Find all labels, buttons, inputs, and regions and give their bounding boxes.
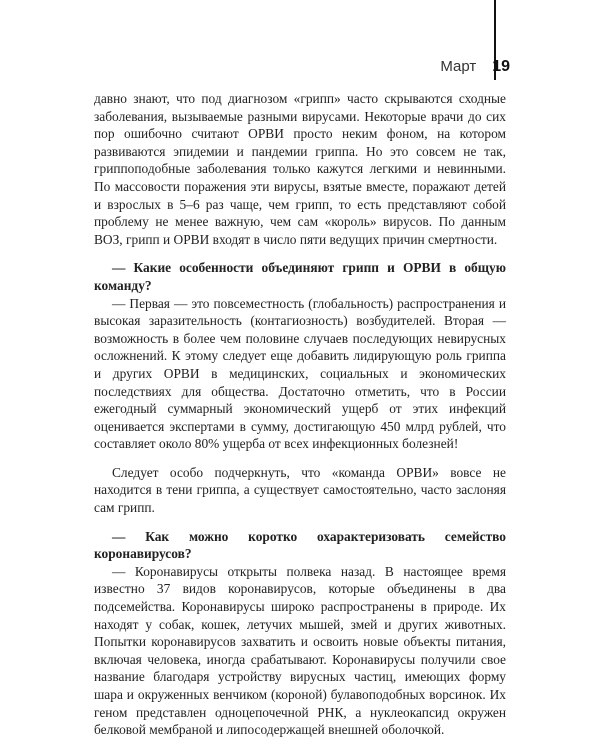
answer-paragraph-1: — Первая — это повсеместность (глобальность) распространения и высокая заразительность (контагиозность) возбудителей. Вторая — возможность в более чем половине случаев последующих невирусных осложнений. К этому следует еще добавить лидирующую роль гриппа и других ОРВИ в медицинских, социальных и экономических последствиях для общества. Достаточно отметить, что в России ежегодный суммарный экономический ущерб от этих инфекций оценивается экспертами в сумму, достигающую 450 млрд рублей, что составляет около 80% ущерба от всех инфекционных болезней! (94, 295, 506, 452)
answer-paragraph-2: — Коронавирусы открыты полвека назад. В настоящее время известно 37 видов коронавирусов, которые объединены в два подсемейства. Коронавирусы широко распространены в природе. Их находят у собак, кошек, летучих мышей, змей и других животных. Попытки коронавирусов захватить и освоить новые объекты питания, включая человека, иногда срабатывают. Коронавирусы получили свое название благодаря устройству вирусных частиц, имеющих форму шара и окруженных венчиком (короной) булавоподобных ворсинок. Их геном представлен одноцепочечной РНК, а нуклеокапсид окружен белковой мембраной и липосодержащей внешней оболочкой. (94, 563, 506, 738)
running-header (440, 58, 510, 76)
question-heading-2: — Как можно коротко охарактеризовать семейство коронавирусов? (94, 528, 506, 562)
page-body (94, 90, 506, 739)
page-number: 19 (492, 58, 510, 75)
paragraph-continuation: давно знают, что под диагнозом «грипп» часто скрываются сходные заболевания, вызываемые разными вирусами. Некоторые врачи до сих пор ошибочно считают ОРВИ просто неким фоном, на котором развиваются эпидемии и пандемии гриппа. Но это совсем не так, гриппоподобные заболевания только кажутся легкими и невинными. По массовости поражения эти вирусы, взятые вместе, поражают детей и взрослых в 5–6 раз чаще, чем грипп, то есть представляют собой проблему не менее важную, чем сам «король» вирусов. По данным ВОЗ, грипп и ОРВИ входят в число пяти ведущих причин смертности. (94, 91, 506, 247)
question-heading-1: — Какие особенности объединяют грипп и ОРВИ в общую команду? (94, 260, 506, 293)
section-title: Март (440, 58, 477, 75)
paragraph-note: Следует особо подчеркнуть, что «команда ОРВИ» вовсе не находится в тени гриппа, а существует самостоятельно, часто заслоняя сам грипп. (94, 464, 506, 516)
